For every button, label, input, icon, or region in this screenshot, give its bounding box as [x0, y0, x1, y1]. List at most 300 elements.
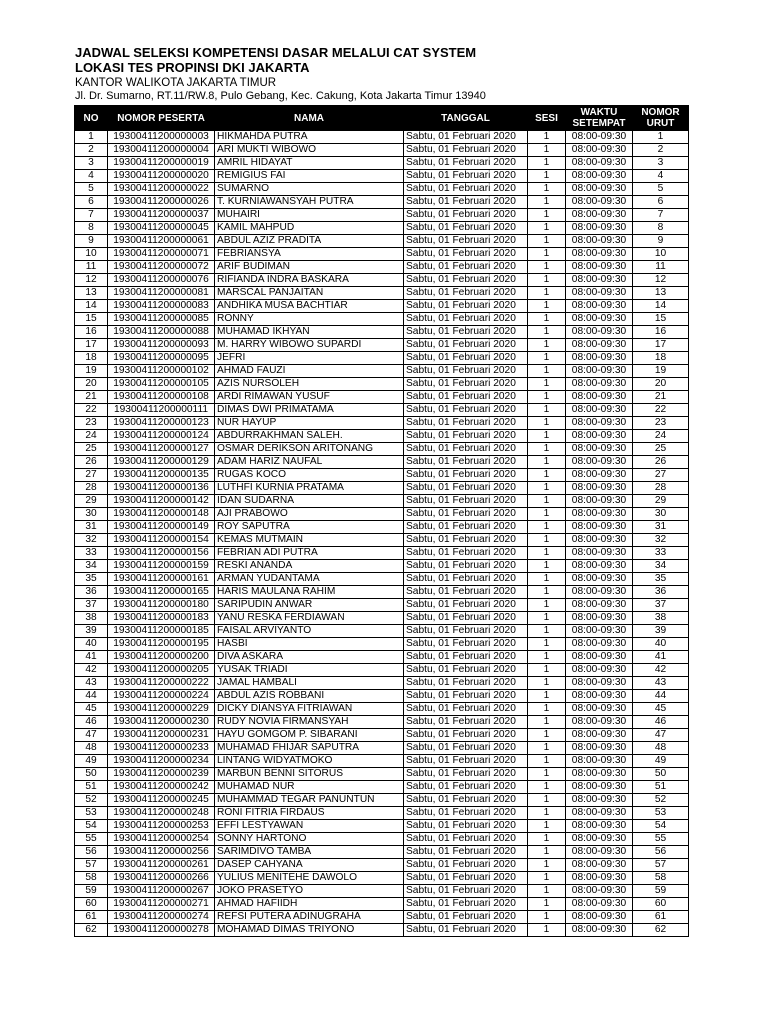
cell-nomor-peserta: 19300411200000105 [108, 378, 215, 391]
table-row [75, 586, 689, 599]
cell-sesi: 1 [528, 638, 566, 651]
cell-nomor-urut: 1 [633, 131, 689, 144]
cell-nama: EFFI LESTYAWAN [215, 820, 404, 833]
cell-no: 23 [75, 417, 108, 430]
cell-nama: MUHAMAD NUR [215, 781, 404, 794]
cell-sesi: 1 [528, 781, 566, 794]
venue-address: Jl. Dr. Sumarno, RT.11/RW.8, Pulo Gebang, Kec. Cakung, Kota Jakarta Timur 13940 [75, 90, 486, 102]
cell-sesi: 1 [528, 612, 566, 625]
cell-nama: T. KURNIAWANSYAH PUTRA [215, 196, 404, 209]
cell-tanggal: Sabtu, 01 Februari 2020 [404, 547, 528, 560]
cell-waktu: 08:00-09:30 [566, 235, 633, 248]
cell-nama: RONNY [215, 313, 404, 326]
cell-nomor-peserta: 19300411200000200 [108, 651, 215, 664]
cell-sesi: 1 [528, 651, 566, 664]
cell-no: 52 [75, 794, 108, 807]
cell-sesi: 1 [528, 183, 566, 196]
cell-sesi: 1 [528, 521, 566, 534]
cell-nama: ANDHIKA MUSA BACHTIAR [215, 300, 404, 313]
table-body [75, 131, 689, 937]
cell-nomor-urut: 33 [633, 547, 689, 560]
cell-waktu: 08:00-09:30 [566, 664, 633, 677]
cell-nomor-peserta: 19300411200000242 [108, 781, 215, 794]
cell-nomor-urut: 48 [633, 742, 689, 755]
cell-no: 22 [75, 404, 108, 417]
cell-tanggal: Sabtu, 01 Februari 2020 [404, 482, 528, 495]
cell-no: 54 [75, 820, 108, 833]
cell-tanggal: Sabtu, 01 Februari 2020 [404, 924, 528, 937]
cell-waktu: 08:00-09:30 [566, 716, 633, 729]
cell-no: 15 [75, 313, 108, 326]
cell-waktu: 08:00-09:30 [566, 417, 633, 430]
cell-tanggal: Sabtu, 01 Februari 2020 [404, 170, 528, 183]
cell-nomor-peserta: 19300411200000261 [108, 859, 215, 872]
cell-waktu: 08:00-09:30 [566, 157, 633, 170]
cell-no: 50 [75, 768, 108, 781]
document-title: JADWAL SELEKSI KOMPETENSI DASAR MELALUI CAT SYSTEM [75, 45, 477, 60]
cell-nomor-urut: 39 [633, 625, 689, 638]
table-row [75, 703, 689, 716]
table-row [75, 365, 689, 378]
cell-nomor-urut: 61 [633, 911, 689, 924]
cell-waktu: 08:00-09:30 [566, 313, 633, 326]
cell-nama: MARSCAL PANJAITAN [215, 287, 404, 300]
table-row [75, 833, 689, 846]
col-header-waktu-line2: SETEMPAT [572, 118, 626, 129]
cell-sesi: 1 [528, 495, 566, 508]
table-row [75, 924, 689, 937]
cell-nomor-peserta: 19300411200000123 [108, 417, 215, 430]
cell-tanggal: Sabtu, 01 Februari 2020 [404, 846, 528, 859]
cell-waktu: 08:00-09:30 [566, 378, 633, 391]
cell-no: 36 [75, 586, 108, 599]
cell-nomor-peserta: 19300411200000278 [108, 924, 215, 937]
cell-tanggal: Sabtu, 01 Februari 2020 [404, 820, 528, 833]
cell-sesi: 1 [528, 482, 566, 495]
cell-nomor-urut: 57 [633, 859, 689, 872]
col-header-waktu [566, 106, 633, 131]
cell-nomor-peserta: 19300411200000239 [108, 768, 215, 781]
table-row [75, 391, 689, 404]
cell-no: 20 [75, 378, 108, 391]
cell-sesi: 1 [528, 586, 566, 599]
cell-waktu: 08:00-09:30 [566, 768, 633, 781]
cell-nama: KEMAS MUTMAIN [215, 534, 404, 547]
cell-tanggal: Sabtu, 01 Februari 2020 [404, 183, 528, 196]
cell-tanggal: Sabtu, 01 Februari 2020 [404, 586, 528, 599]
table-row [75, 690, 689, 703]
cell-waktu: 08:00-09:30 [566, 729, 633, 742]
table-row [75, 794, 689, 807]
document-header [75, 45, 695, 103]
cell-nama: MUHAMAD IKHYAN [215, 326, 404, 339]
cell-waktu: 08:00-09:30 [566, 508, 633, 521]
cell-sesi: 1 [528, 690, 566, 703]
cell-waktu: 08:00-09:30 [566, 703, 633, 716]
cell-nama: DIMAS DWI PRIMATAMA [215, 404, 404, 417]
cell-nomor-peserta: 19300411200000183 [108, 612, 215, 625]
cell-nomor-urut: 62 [633, 924, 689, 937]
cell-nomor-urut: 56 [633, 846, 689, 859]
cell-no: 19 [75, 365, 108, 378]
cell-nama: JEFRI [215, 352, 404, 365]
cell-tanggal: Sabtu, 01 Februari 2020 [404, 573, 528, 586]
cell-waktu: 08:00-09:30 [566, 261, 633, 274]
cell-nama: KAMIL MAHPUD [215, 222, 404, 235]
cell-tanggal: Sabtu, 01 Februari 2020 [404, 664, 528, 677]
cell-no: 16 [75, 326, 108, 339]
cell-no: 46 [75, 716, 108, 729]
table-row [75, 274, 689, 287]
cell-nomor-peserta: 19300411200000003 [108, 131, 215, 144]
table-row [75, 469, 689, 482]
cell-nama: IDAN SUDARNA [215, 495, 404, 508]
cell-nomor-urut: 59 [633, 885, 689, 898]
cell-nama: MARBUN BENNI SITORUS [215, 768, 404, 781]
table-row [75, 326, 689, 339]
cell-sesi: 1 [528, 326, 566, 339]
table-row [75, 287, 689, 300]
cell-waktu: 08:00-09:30 [566, 859, 633, 872]
cell-no: 39 [75, 625, 108, 638]
cell-waktu: 08:00-09:30 [566, 911, 633, 924]
cell-waktu: 08:00-09:30 [566, 209, 633, 222]
cell-nama: ABDURRAKHMAN SALEH. [215, 430, 404, 443]
cell-nomor-urut: 44 [633, 690, 689, 703]
table-row [75, 781, 689, 794]
cell-sesi: 1 [528, 391, 566, 404]
table-row [75, 755, 689, 768]
cell-nama: AHMAD FAUZI [215, 365, 404, 378]
cell-sesi: 1 [528, 885, 566, 898]
cell-no: 3 [75, 157, 108, 170]
cell-nomor-urut: 11 [633, 261, 689, 274]
table-row [75, 248, 689, 261]
cell-tanggal: Sabtu, 01 Februari 2020 [404, 872, 528, 885]
table-row [75, 313, 689, 326]
cell-nomor-peserta: 19300411200000083 [108, 300, 215, 313]
cell-no: 45 [75, 703, 108, 716]
cell-no: 21 [75, 391, 108, 404]
table-row [75, 339, 689, 352]
cell-sesi: 1 [528, 170, 566, 183]
cell-sesi: 1 [528, 469, 566, 482]
cell-no: 47 [75, 729, 108, 742]
cell-no: 56 [75, 846, 108, 859]
cell-nama: AJI PRABOWO [215, 508, 404, 521]
cell-sesi: 1 [528, 898, 566, 911]
cell-no: 24 [75, 430, 108, 443]
cell-waktu: 08:00-09:30 [566, 404, 633, 417]
cell-tanggal: Sabtu, 01 Februari 2020 [404, 456, 528, 469]
cell-waktu: 08:00-09:30 [566, 534, 633, 547]
cell-nomor-urut: 35 [633, 573, 689, 586]
cell-no: 7 [75, 209, 108, 222]
cell-sesi: 1 [528, 547, 566, 560]
cell-waktu: 08:00-09:30 [566, 248, 633, 261]
cell-nama: DASEP CAHYANA [215, 859, 404, 872]
cell-no: 44 [75, 690, 108, 703]
cell-nama: SONNY HARTONO [215, 833, 404, 846]
cell-waktu: 08:00-09:30 [566, 651, 633, 664]
table-row [75, 521, 689, 534]
cell-no: 28 [75, 482, 108, 495]
cell-tanggal: Sabtu, 01 Februari 2020 [404, 521, 528, 534]
cell-sesi: 1 [528, 768, 566, 781]
cell-waktu: 08:00-09:30 [566, 560, 633, 573]
table-row [75, 352, 689, 365]
cell-sesi: 1 [528, 573, 566, 586]
cell-sesi: 1 [528, 222, 566, 235]
cell-nama: SUMARNO [215, 183, 404, 196]
cell-tanggal: Sabtu, 01 Februari 2020 [404, 378, 528, 391]
cell-tanggal: Sabtu, 01 Februari 2020 [404, 157, 528, 170]
cell-tanggal: Sabtu, 01 Februari 2020 [404, 196, 528, 209]
col-header-nama: NAMA [215, 106, 404, 131]
cell-sesi: 1 [528, 872, 566, 885]
cell-tanggal: Sabtu, 01 Februari 2020 [404, 469, 528, 482]
table-row [75, 625, 689, 638]
cell-nama: SARIPUDIN ANWAR [215, 599, 404, 612]
cell-tanggal: Sabtu, 01 Februari 2020 [404, 261, 528, 274]
cell-no: 14 [75, 300, 108, 313]
table-row [75, 378, 689, 391]
cell-tanggal: Sabtu, 01 Februari 2020 [404, 768, 528, 781]
cell-sesi: 1 [528, 131, 566, 144]
cell-nomor-urut: 52 [633, 794, 689, 807]
cell-no: 27 [75, 469, 108, 482]
cell-sesi: 1 [528, 378, 566, 391]
cell-no: 9 [75, 235, 108, 248]
cell-no: 58 [75, 872, 108, 885]
cell-tanggal: Sabtu, 01 Februari 2020 [404, 898, 528, 911]
cell-nomor-peserta: 19300411200000076 [108, 274, 215, 287]
table-row [75, 209, 689, 222]
cell-tanggal: Sabtu, 01 Februari 2020 [404, 235, 528, 248]
cell-nama: AHMAD HAFIIDH [215, 898, 404, 911]
cell-waktu: 08:00-09:30 [566, 521, 633, 534]
cell-nama: ARMAN YUDANTAMA [215, 573, 404, 586]
cell-nomor-peserta: 19300411200000061 [108, 235, 215, 248]
cell-nomor-peserta: 19300411200000267 [108, 885, 215, 898]
cell-tanggal: Sabtu, 01 Februari 2020 [404, 781, 528, 794]
cell-nomor-urut: 54 [633, 820, 689, 833]
table-row [75, 261, 689, 274]
table-row [75, 638, 689, 651]
location-title: LOKASI TES PROPINSI DKI JAKARTA [75, 60, 310, 75]
cell-tanggal: Sabtu, 01 Februari 2020 [404, 859, 528, 872]
cell-no: 25 [75, 443, 108, 456]
cell-nomor-peserta: 19300411200000271 [108, 898, 215, 911]
cell-nama: FAISAL ARVIYANTO [215, 625, 404, 638]
cell-no: 13 [75, 287, 108, 300]
cell-no: 34 [75, 560, 108, 573]
table-row [75, 898, 689, 911]
table-row [75, 157, 689, 170]
cell-no: 55 [75, 833, 108, 846]
cell-nomor-urut: 31 [633, 521, 689, 534]
table-row [75, 404, 689, 417]
cell-waktu: 08:00-09:30 [566, 339, 633, 352]
cell-no: 32 [75, 534, 108, 547]
table-row [75, 846, 689, 859]
cell-tanggal: Sabtu, 01 Februari 2020 [404, 885, 528, 898]
cell-nama: YANU RESKA FERDIAWAN [215, 612, 404, 625]
venue-name: KANTOR WALIKOTA JAKARTA TIMUR [75, 77, 277, 89]
cell-tanggal: Sabtu, 01 Februari 2020 [404, 222, 528, 235]
cell-nama: RESKI ANANDA [215, 560, 404, 573]
cell-waktu: 08:00-09:30 [566, 638, 633, 651]
cell-tanggal: Sabtu, 01 Februari 2020 [404, 209, 528, 222]
cell-nomor-peserta: 19300411200000093 [108, 339, 215, 352]
cell-nomor-urut: 13 [633, 287, 689, 300]
cell-nomor-urut: 45 [633, 703, 689, 716]
cell-tanggal: Sabtu, 01 Februari 2020 [404, 248, 528, 261]
cell-sesi: 1 [528, 924, 566, 937]
table-row [75, 885, 689, 898]
cell-nomor-urut: 16 [633, 326, 689, 339]
cell-sesi: 1 [528, 846, 566, 859]
cell-nomor-peserta: 19300411200000165 [108, 586, 215, 599]
cell-sesi: 1 [528, 625, 566, 638]
cell-nomor-urut: 2 [633, 144, 689, 157]
cell-tanggal: Sabtu, 01 Februari 2020 [404, 911, 528, 924]
cell-nomor-peserta: 19300411200000180 [108, 599, 215, 612]
cell-nomor-urut: 23 [633, 417, 689, 430]
col-header-tanggal: TANGGAL [404, 106, 528, 131]
cell-nomor-peserta: 19300411200000222 [108, 677, 215, 690]
cell-tanggal: Sabtu, 01 Februari 2020 [404, 755, 528, 768]
cell-no: 26 [75, 456, 108, 469]
cell-no: 6 [75, 196, 108, 209]
cell-nomor-peserta: 19300411200000230 [108, 716, 215, 729]
cell-nama: RONI FITRIA FIRDAUS [215, 807, 404, 820]
cell-nomor-peserta: 19300411200000045 [108, 222, 215, 235]
cell-tanggal: Sabtu, 01 Februari 2020 [404, 287, 528, 300]
cell-nomor-urut: 41 [633, 651, 689, 664]
table-row [75, 859, 689, 872]
table-row [75, 573, 689, 586]
cell-nama: REFSI PUTERA ADINUGRAHA [215, 911, 404, 924]
cell-nomor-urut: 32 [633, 534, 689, 547]
cell-nama: OSMAR DERIKSON ARITONANG [215, 443, 404, 456]
cell-sesi: 1 [528, 443, 566, 456]
cell-waktu: 08:00-09:30 [566, 872, 633, 885]
cell-no: 11 [75, 261, 108, 274]
cell-nomor-peserta: 19300411200000159 [108, 560, 215, 573]
cell-waktu: 08:00-09:30 [566, 625, 633, 638]
cell-nomor-peserta: 19300411200000081 [108, 287, 215, 300]
cell-nama: ARIF BUDIMAN [215, 261, 404, 274]
cell-nomor-peserta: 19300411200000037 [108, 209, 215, 222]
table-row [75, 677, 689, 690]
cell-nama: FEBRIANSYA [215, 248, 404, 261]
col-header-no: NO [75, 106, 108, 131]
cell-sesi: 1 [528, 209, 566, 222]
cell-waktu: 08:00-09:30 [566, 573, 633, 586]
cell-nama: MOHAMAD DIMAS TRIYONO [215, 924, 404, 937]
cell-nomor-urut: 25 [633, 443, 689, 456]
cell-sesi: 1 [528, 287, 566, 300]
cell-nomor-urut: 18 [633, 352, 689, 365]
cell-nomor-peserta: 19300411200000095 [108, 352, 215, 365]
cell-waktu: 08:00-09:30 [566, 222, 633, 235]
cell-no: 2 [75, 144, 108, 157]
cell-tanggal: Sabtu, 01 Februari 2020 [404, 326, 528, 339]
cell-tanggal: Sabtu, 01 Februari 2020 [404, 599, 528, 612]
cell-nomor-urut: 20 [633, 378, 689, 391]
cell-tanggal: Sabtu, 01 Februari 2020 [404, 404, 528, 417]
cell-nomor-peserta: 19300411200000229 [108, 703, 215, 716]
cell-nomor-peserta: 19300411200000020 [108, 170, 215, 183]
cell-nama: M. HARRY WIBOWO SUPARDI [215, 339, 404, 352]
cell-waktu: 08:00-09:30 [566, 326, 633, 339]
cell-tanggal: Sabtu, 01 Februari 2020 [404, 495, 528, 508]
cell-tanggal: Sabtu, 01 Februari 2020 [404, 833, 528, 846]
table-row [75, 170, 689, 183]
table-row [75, 716, 689, 729]
cell-sesi: 1 [528, 352, 566, 365]
cell-sesi: 1 [528, 274, 566, 287]
cell-nomor-urut: 29 [633, 495, 689, 508]
table-row [75, 222, 689, 235]
table-row [75, 183, 689, 196]
cell-nomor-urut: 7 [633, 209, 689, 222]
cell-nama: SARIMDIVO TAMBA [215, 846, 404, 859]
cell-no: 51 [75, 781, 108, 794]
cell-no: 61 [75, 911, 108, 924]
cell-sesi: 1 [528, 794, 566, 807]
table-row [75, 300, 689, 313]
cell-tanggal: Sabtu, 01 Februari 2020 [404, 274, 528, 287]
cell-nama: MUHAIRI [215, 209, 404, 222]
cell-nomor-urut: 38 [633, 612, 689, 625]
cell-nama: YULIUS MENITEHE DAWOLO [215, 872, 404, 885]
cell-nama: LINTANG WIDYATMOKO [215, 755, 404, 768]
cell-nomor-peserta: 19300411200000231 [108, 729, 215, 742]
cell-nama: NUR HAYUP [215, 417, 404, 430]
cell-nomor-peserta: 19300411200000142 [108, 495, 215, 508]
cell-sesi: 1 [528, 729, 566, 742]
cell-nomor-urut: 22 [633, 404, 689, 417]
table-row [75, 508, 689, 521]
cell-tanggal: Sabtu, 01 Februari 2020 [404, 638, 528, 651]
cell-waktu: 08:00-09:30 [566, 469, 633, 482]
cell-nomor-peserta: 19300411200000124 [108, 430, 215, 443]
cell-nomor-urut: 53 [633, 807, 689, 820]
cell-nomor-peserta: 19300411200000102 [108, 365, 215, 378]
cell-no: 59 [75, 885, 108, 898]
table-row [75, 235, 689, 248]
col-header-nomor-urut [633, 106, 689, 131]
cell-sesi: 1 [528, 261, 566, 274]
cell-nomor-peserta: 19300411200000088 [108, 326, 215, 339]
cell-sesi: 1 [528, 755, 566, 768]
cell-tanggal: Sabtu, 01 Februari 2020 [404, 313, 528, 326]
cell-nomor-peserta: 19300411200000004 [108, 144, 215, 157]
cell-no: 38 [75, 612, 108, 625]
cell-tanggal: Sabtu, 01 Februari 2020 [404, 677, 528, 690]
cell-sesi: 1 [528, 144, 566, 157]
cell-nomor-urut: 27 [633, 469, 689, 482]
cell-waktu: 08:00-09:30 [566, 300, 633, 313]
cell-no: 18 [75, 352, 108, 365]
cell-nomor-urut: 58 [633, 872, 689, 885]
cell-waktu: 08:00-09:30 [566, 430, 633, 443]
cell-tanggal: Sabtu, 01 Februari 2020 [404, 300, 528, 313]
cell-nomor-urut: 37 [633, 599, 689, 612]
table-row [75, 456, 689, 469]
